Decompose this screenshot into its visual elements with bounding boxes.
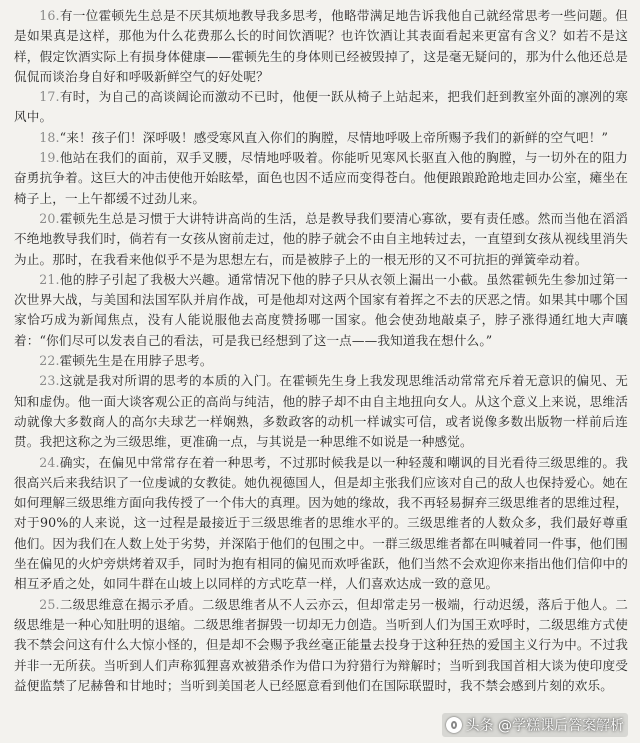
paragraph-text: 这就是我对所谓的思考的本质的入门。在霍顿先生身上我发现思维活动常常充斥着无意识的偏见、无知和虚伪。他一面大谈客观公正的高尚与纯洁，他的脖子却不由自主地扭向女人。从这个意义上来说，思维活动就像大多数商人的高尔夫球艺一样娴熟，多数政客的动机一样诚实可信，或者说像多数出版物一样前后连贯。我把这称之为三级思维，更准确一点，与其说是一种思维不如说是一种感觉。	[14, 373, 628, 450]
paragraph-number: 17.	[39, 89, 60, 105]
paragraph-25	[14, 595, 628, 696]
paragraph-number: 19.	[39, 150, 60, 166]
paragraph-text: 确实，在偏见中常常存在着一种思考，不过那时候我是以一种轻蔑和嘲讽的目光看待三级思维的。我很高兴后来我结识了一位虔诚的女教徒。她仇视德国人，但是却主张我们应该对自己的敌人也保持爱心。她在如何理解三级思维方面向我传授了一个伟大的真理。因为她的缘故，我不再轻易摒弃三级思维者的思维过程，对于90%的人来说，这一过程是最接近于三级思维者的思维水平的。三级思维者的人数众多，我们最好尊重他们。因为我们在人数上处于劣势，并深陷于他们的包围之中。一群三级思维者都在叫喊着同一件事，他们围坐在偏见的火炉旁烘烤着双手，同时为抱有相同的偏见而欢呼雀跃，他们当然不会欢迎你来指出他们信仰中的相互矛盾之处，如同牛群在山坡上以同样的方式吃草一样，人们喜欢达成一致的意见。	[14, 454, 628, 592]
paragraph-22	[14, 351, 628, 371]
paragraph-text: “来！孩子们！深呼吸！感受寒风直入你们的胸膛，尽情地呼吸上帝所赐予我们的新鲜的空气吧！”	[59, 129, 609, 145]
paragraph-number: 21.	[39, 271, 60, 287]
paragraph-24	[14, 453, 628, 595]
watermark	[442, 713, 628, 737]
toutiao-logo-icon	[446, 717, 462, 733]
paragraph-text: 有一位霍顿先生总是不厌其烦地教导我多思考，他略带满足地告诉我他自己就经常思考一些问题。但是如果真是这样，那他为什么花费那么长的时间饮酒呢？也许饮酒让其表面看起来更富有含义？如若不是这样，假定饮酒实际上有损身体健康——霍顿先生的身体则已经被毁掉了，这是毫无疑问的，那为什么他还总是侃侃而谈治身自好和呼吸新鲜空气的好处呢？	[14, 8, 628, 84]
paragraph-text: 他站在我们的面前，双手叉腰，尽情地呼吸着。你能听见寒风长驱直入他的胸膛，与一切外在的阻力奋勇抗争着。这巨大的冲击使他开始眩晕，面色也因不适应而变得苍白。他便踉踉跄跄地走回办公室，瘫坐在椅子上，一上午都缓不过劲儿来。	[14, 150, 628, 206]
watermark-text: 头条 @学糕课后答案解析	[465, 718, 624, 734]
paragraph-23	[14, 371, 628, 452]
paragraph-20	[14, 209, 628, 270]
paragraph-17	[14, 87, 628, 128]
paragraph-number: 25.	[39, 596, 60, 612]
paragraph-number: 22.	[39, 353, 60, 369]
paragraph-text: 霍顿先生是在用脖子思考。	[59, 353, 213, 369]
paragraph-21	[14, 270, 628, 351]
paragraph-number: 18.	[39, 129, 60, 145]
paragraph-number: 23.	[39, 373, 60, 389]
paragraph-number: 24.	[39, 454, 60, 470]
paragraph-19	[14, 148, 628, 209]
paragraph-text: 他的脖子引起了我极大兴趣。通常情况下他的脖子只从衣领上漏出一小截。虽然霍顿先生参加过第一次世界大战，与美国和法国军队并肩作战，可是他却对这两个国家有着挥之不去的厌恶之情。如果其中哪个国家恰巧成为新闻焦点，没有人能说服他去高度赞扬哪一国家。他会使劲地敲桌子，脖子涨得通红地大声嚷着：“你们尽可以发表自己的看法，可是我已经想到了这一点——我知道我在想什么。”	[14, 271, 628, 348]
paragraph-text: 霍顿先生总是习惯于大讲特讲高尚的生活，总是教导我们要清心寡欲，要有责任感。然而当他在滔滔不绝地教导我们时，倘若有一女孩从窗前走过，他的脖子就会不由自主地转过去，一直望到女孩从视线里消失为止。那时，在我看来他似乎不是为思想左右，而是被脖子上的一根无形的又不可抗拒的弹簧牵动着。	[14, 210, 628, 267]
paragraph-text: 有时，为自己的高谈阔论而激动不已时，他便一跃从椅子上站起来，把我们赶到教室外面的凛冽的寒风中。	[14, 89, 628, 125]
paragraph-text: 二级思维意在揭示矛盾。二级思维者从不人云亦云，但却常走另一极端，行动迟缓，落后于他人。二级思维是一种心知肚明的退缩。二级思维者摒毁一切却无力创造。当听到人们为国王欢呼时，二级思维方式使我不禁会问这有什么大惊小怪的，但是却不会赐予我丝毫正能量去投身于这种狂热的爱国主义行为中。不过我并非一无所获。当听到人们声称狐狸喜欢被猎杀作为借口为狩猎行为辩解时；当听到我国首相大谈为使印度受益便监禁了尼赫鲁和甘地时；当听到美国老人已经愿意看到他们在国际联盟时，我不禁会感到片刻的欢乐。	[14, 596, 628, 693]
paragraph-16	[14, 6, 628, 87]
paragraph-number: 20.	[39, 210, 60, 226]
paragraph-number: 16.	[39, 8, 60, 23]
paragraph-18	[14, 128, 628, 148]
